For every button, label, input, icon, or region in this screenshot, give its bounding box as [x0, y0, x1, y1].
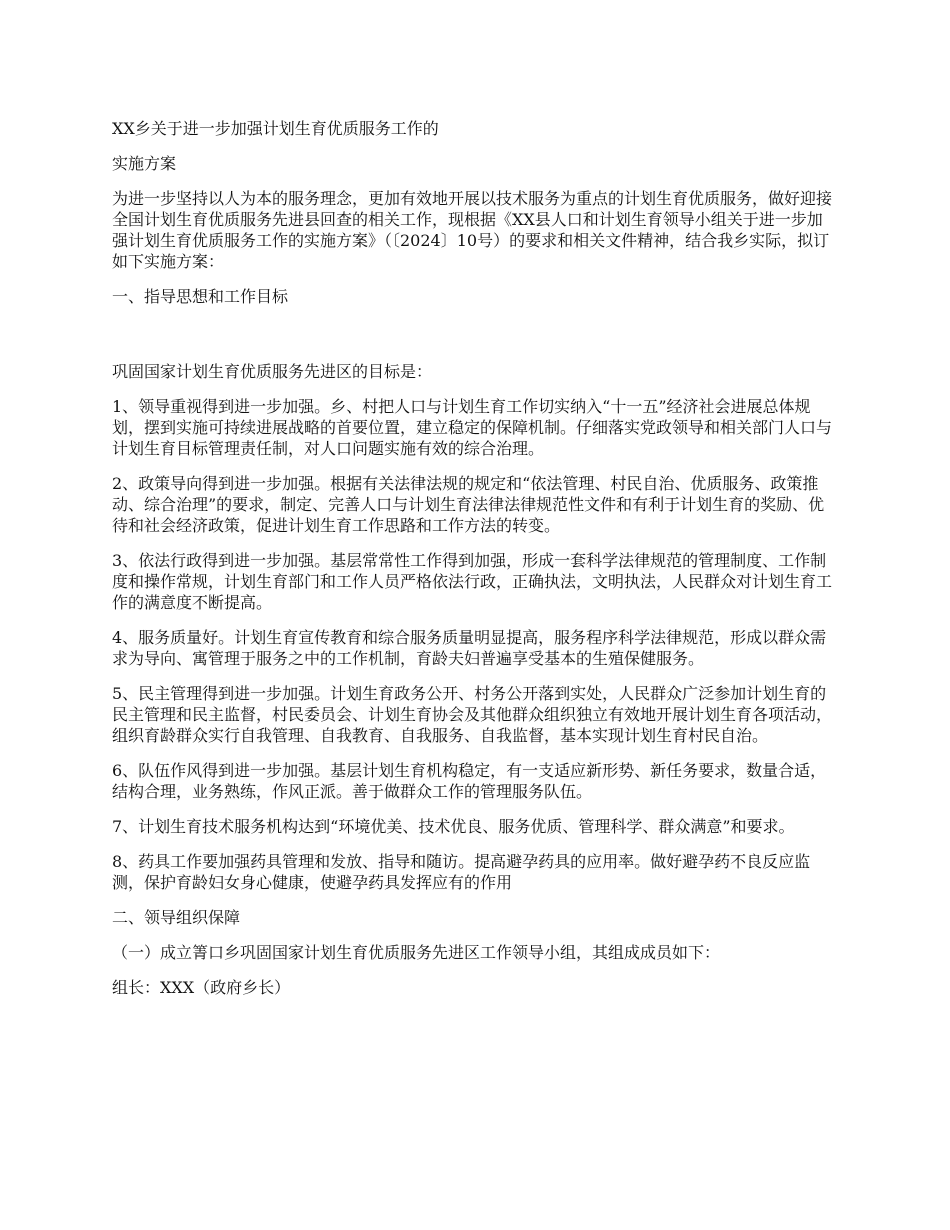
goal-item-2: 2、政策导向得到进一步加强。根据有关法律法规的规定和“依法管理、村民自治、优质服务、政策推动、综合治理”的要求，制定、完善人口与计划生育法律法律规范性文件和有利于计划生育的奖励、优待和社会经济政策，促进计划生育工作思路和工作方法的转变。: [112, 474, 825, 535]
document-title-line1: XX乡关于进一步加强计划生育优质服务工作的: [112, 119, 439, 138]
goal-item-1: 1、领导重视得到进一步加强。乡、村把人口与计划生育工作切实纳入“十一五”经济社会进展总体规划，摆到实施可持续进展战略的首要位置，建立稳定的保障机制。仔细落实党政领导和相关部门人口与计划生育目标管理责任制，对人口问题实施有效的综合治理。: [112, 397, 833, 458]
goal-item-4: 4、服务质量好。计划生育宣传教育和综合服务质量明显提高，服务程序科学法律规范，形成以群众需求为导向、寓管理于服务之中的工作机制，育龄夫妇普遍享受基本的生殖保健服务。: [112, 628, 827, 668]
document-title-line2: 实施方案: [112, 154, 177, 173]
goal-item-6: 6、队伍作风得到进一步加强。基层计划生育机构稳定，有一支适应新形势、新任务要求，数量合适，结构合理，业务熟练，作风正派。善于做群众工作的管理服务队伍。: [112, 761, 827, 801]
goal-item-8: 8、药具工作要加强药具管理和发放、指导和随访。提高避孕药具的应用率。做好避孕药不良反应监测，保护育龄妇女身心健康，使避孕药具发挥应有的作用: [112, 852, 811, 892]
goal-item-7: 7、计划生育技术服务机构达到“环境优美、技术优良、服务优质、管理科学、群众满意”和要求。: [112, 817, 795, 836]
blank-gap: [112, 321, 838, 361]
section2-heading: 二、领导组织保障: [112, 908, 241, 927]
goals-intro: 巩固国家计划生育优质服务先进区的目标是：: [112, 362, 433, 381]
goal-item-5: 5、民主管理得到进一步加强。计划生育政务公开、村务公开落到实处，人民群众广泛参加计划生育的民主管理和民主监督，村民委员会、计划生育协会及其他群众组织独立有效地开展计划生育各项活动，组织育龄群众实行自我管理、自我教育、自我服务、自我监督，基本实现计划生育村民自治。: [112, 684, 833, 745]
goal-item-3: 3、依法行政得到进一步加强。基层常常性工作得到加强，形成一套科学法律规范的管理制度、工作制度和操作常规，计划生育部门和工作人员严格依法行政，正确执法，文明执法，人民群众对计划生育工作的满意度不断提高。: [112, 551, 833, 612]
document-page: [112, 118, 838, 1012]
intro-paragraph: 为进一步坚持以人为本的服务理念，更加有效地开展以技术服务为重点的计划生育优质服务，做好迎接全国计划生育优质服务先进县回查的相关工作，现根据《XX县人口和计划生育领导小组关于进一步加强计划生育优质服务工作的实施方案》（〔2024〕10号）的要求和相关文件精神，结合我乡实际，拟订如下实施方案：: [112, 189, 833, 271]
subsection-1: （一）成立箐口乡巩固国家计划生育优质服务先进区工作领导小组，其组成成员如下：: [112, 943, 721, 962]
section1-heading: 一、指导思想和工作目标: [112, 287, 289, 306]
leader-line: 组长：XXX（政府乡长）: [112, 978, 291, 997]
